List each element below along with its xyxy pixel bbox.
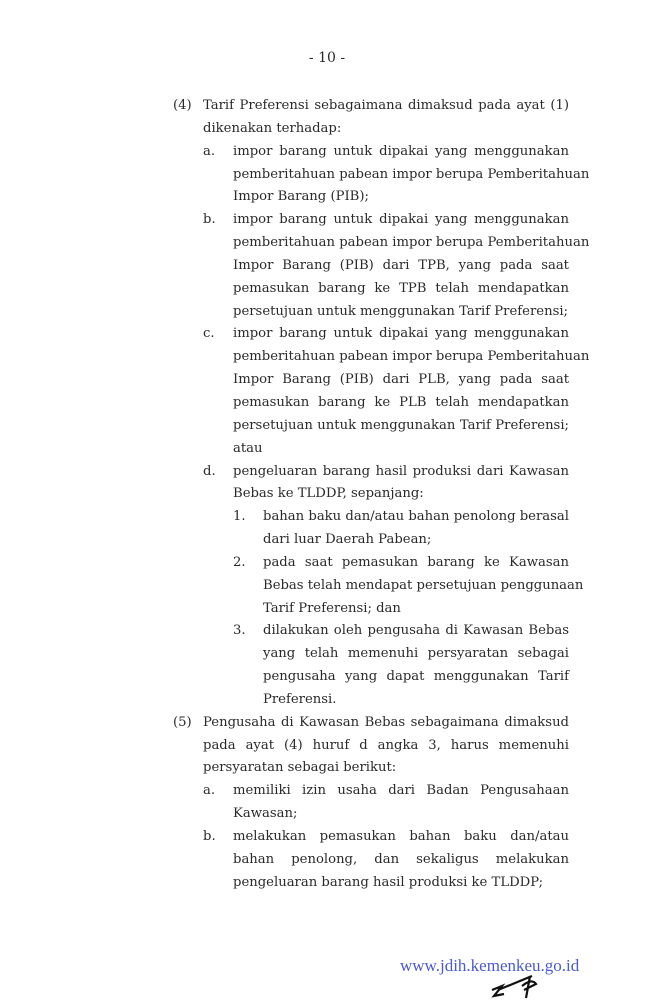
list-item — [173, 826, 569, 895]
text-line: dilakukan oleh pengusaha di Kawasan Bebas — [263, 623, 569, 639]
item-label: (5) — [173, 714, 192, 730]
text-line: pemasukan barang ke PLB telah mendapatkan — [233, 394, 569, 410]
text-line: pengusaha yang dapat menggunakan Tarif — [263, 669, 569, 685]
text-line: pada saat pemasukan barang ke Kawasan — [263, 554, 569, 570]
item-label: a. — [203, 783, 216, 799]
text-line: bahan baku dan/atau bahan penolong berasal — [263, 509, 569, 525]
text-line: melakukan pemasukan bahan baku dan/atau — [233, 829, 569, 844]
list-item — [173, 141, 590, 210]
text-line: pemberitahuan pabean impor berupa Pemberitahuan — [233, 235, 590, 251]
list-item — [173, 620, 569, 711]
footer-url-link[interactable]: www.jdih.kemenkeu.go.id — [400, 956, 580, 975]
text-line: Impor Barang (PIB) dari PLB, yang pada saat — [233, 372, 569, 388]
list-item — [173, 323, 590, 460]
item-label: b. — [203, 212, 216, 228]
list-item — [173, 712, 569, 781]
text-line: pengeluaran barang hasil produksi dari Kawasan — [233, 463, 569, 479]
text-line: pemasukan barang ke TPB telah mendapatkan — [233, 280, 569, 296]
text-line: pada ayat (4) huruf d angka 3, harus memenuhi — [203, 737, 569, 753]
text-line: yang telah memenuhi persyaratan sebagai — [263, 646, 569, 662]
item-label: b. — [203, 829, 216, 844]
document-body — [173, 95, 590, 895]
item-label: c. — [203, 326, 215, 342]
text-line: pemberitahuan pabean impor berupa Pemberitahuan — [233, 349, 590, 365]
text-line: persyaratan sebagai berikut: — [203, 760, 397, 776]
item-label: a. — [203, 143, 216, 159]
text-line: impor barang untuk dipakai yang menggunakan — [233, 326, 569, 342]
text-line: atau — [233, 440, 263, 456]
text-line: Bebas telah mendapat persetujuan penggunaan — [263, 577, 584, 593]
text-line: memiliki izin usaha dari Badan Pengusahaan — [233, 783, 569, 799]
text-line: Tarif Preferensi sebagaimana dimaksud pada ayat (1) — [203, 98, 569, 113]
item-label: 3. — [233, 623, 246, 639]
text-line: dikenakan terhadap: — [203, 120, 342, 136]
item-label: (4) — [173, 98, 192, 113]
text-line: Impor Barang (PIB); — [233, 189, 369, 205]
item-label: d. — [203, 463, 216, 479]
item-label: 1. — [233, 509, 246, 525]
text-line: impor barang untuk dipakai yang menggunakan — [233, 212, 569, 228]
text-line: Impor Barang (PIB) dari TPB, yang pada saat — [233, 257, 569, 273]
list-item — [173, 209, 590, 323]
page-number: - 10 - — [308, 50, 346, 66]
item-label: 2. — [233, 554, 246, 570]
text-line: Kawasan; — [233, 806, 298, 822]
text-line: persetujuan untuk menggunakan Tarif Preferensi; — [233, 303, 569, 319]
list-item — [173, 95, 569, 141]
list-item — [173, 780, 569, 826]
text-line: Pengusaha di Kawasan Bebas sebagaimana dimaksud — [203, 714, 569, 730]
text-line: Bebas ke TLDDP, sepanjang: — [233, 486, 424, 502]
text-line: persetujuan untuk menggunakan Tarif Preferensi; — [233, 417, 569, 433]
text-line: impor barang untuk dipakai yang menggunakan — [233, 143, 569, 159]
text-line: bahan penolong, dan sekaligus melakukan — [233, 851, 569, 867]
text-line: pengeluaran barang hasil produksi ke TLDDP; — [233, 874, 544, 890]
text-line: pemberitahuan pabean impor berupa Pemberitahuan — [233, 166, 590, 182]
list-item — [173, 506, 569, 552]
text-line: dari luar Daerah Pabean; — [263, 532, 432, 548]
list-item — [173, 552, 584, 621]
signature-initials-icon — [488, 972, 558, 1000]
text-line: Preferensi. — [263, 691, 337, 707]
text-line: Tarif Preferensi; dan — [263, 600, 401, 616]
list-item — [173, 461, 569, 507]
